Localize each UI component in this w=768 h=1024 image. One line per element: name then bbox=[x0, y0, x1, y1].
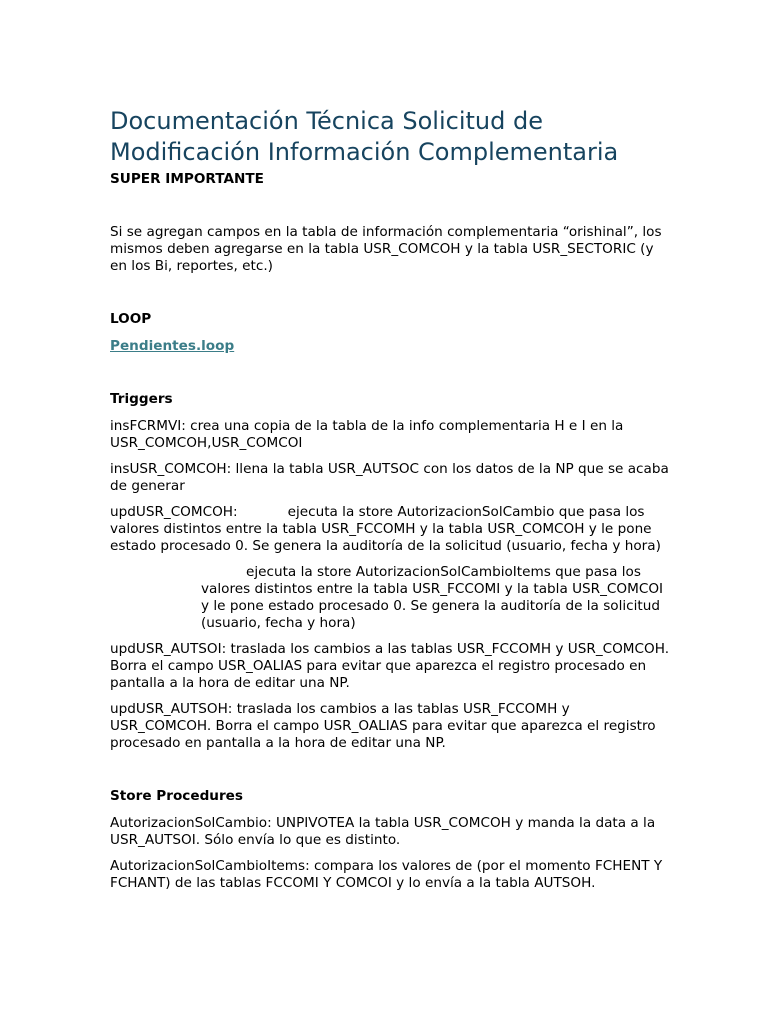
trigger-updusr-comcoi bbox=[201, 564, 670, 632]
trigger-updusr-comcoh bbox=[110, 504, 670, 555]
super-importante-heading: SUPER IMPORTANTE bbox=[110, 171, 264, 187]
title-line-1: Documentación Técnica Solicitud de bbox=[110, 107, 543, 135]
trigger-updusr-comcoh-label: updUSR_COMCOH: bbox=[110, 504, 238, 520]
store-autorizacion-sol-cambio-items: AutorizacionSolCambioItems: compara los valores de (por el momento FCHENT Y FCHANT) de las tablas FCCOMI Y COMCOI y lo envía a la tabla AUTSOH. bbox=[110, 858, 663, 891]
store-autorizacion-sol-cambio: AutorizacionSolCambio: UNPIVOTEA la tabla USR_COMCOH y manda la data a la USR_AUTSOI. Sólo envía lo que es distinto. bbox=[110, 815, 656, 848]
trigger-updusr-autsoh: updUSR_AUTSOH: traslada los cambios a las tablas USR_FCCOMH y USR_COMCOH. Borra el campo USR_OALIAS para evitar que aparezca el registro procesado en pantalla a la hora de editar una NP. bbox=[110, 701, 656, 751]
trigger-updusr-autsoi: updUSR_AUTSOI: traslada los cambios a las tablas USR_FCCOMH y USR_COMCOH. Borra el campo USR_OALIAS para evitar que aparezca el registro procesado en pantalla a la hora de editar una NP. bbox=[110, 641, 670, 691]
document-content bbox=[110, 106, 670, 892]
loop-heading: LOOP bbox=[110, 311, 152, 327]
trigger-insfcrmvi: insFCRMVI: crea una copia de la tabla de la info complementaria H e I en la USR_COMCOH,USR_COMCOI bbox=[110, 418, 624, 451]
title-line-2: Modificación Información Complementaria bbox=[110, 138, 619, 166]
trigger-updusr-comcoh-text: ejecuta la store AutorizacionSolCambio que pasa los valores distintos entre la tabla USR_FCCOMH y la tabla USR_COMCOH y le pone estado procesado 0. Se genera la auditoría de la solicitud (usuario, fecha y hora) bbox=[110, 504, 661, 554]
pendientes-loop-link[interactable]: Pendientes.loop bbox=[110, 338, 235, 354]
trigger-updusr-comcoi-text: ejecuta la store AutorizacionSolCambioItems que pasa los valores distintos entre la tabla USR_FCCOMI y la tabla USR_COMCOI y le pone estado procesado 0. Se genera la auditoría de la solicitud (usuario, fecha y hora) bbox=[201, 564, 664, 631]
triggers-heading: Triggers bbox=[110, 391, 173, 407]
intro-paragraph: Si se agregan campos en la tabla de información complementaria “orishinal”, los mismos deben agregarse en la tabla USR_COMCOH y la tabla USR_SECTORIC (y en los Bi, reportes, etc.) bbox=[110, 224, 662, 274]
store-procedures-heading: Store Procedures bbox=[110, 788, 243, 804]
trigger-insusr-comcoh: insUSR_COMCOH: llena la tabla USR_AUTSOC con los datos de la NP que se acaba de generar bbox=[110, 461, 669, 494]
document-title bbox=[110, 106, 670, 168]
